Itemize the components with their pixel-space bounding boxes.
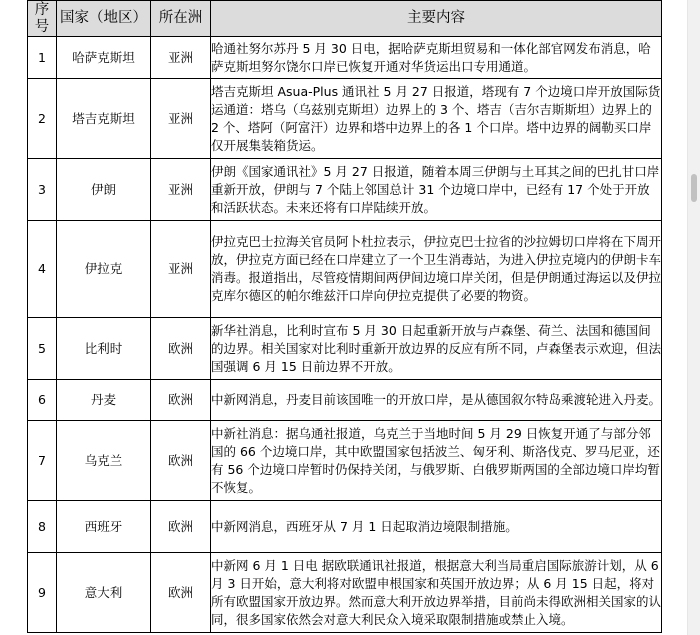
row-country: 伊拉克 xyxy=(57,221,151,318)
table-row xyxy=(28,159,662,221)
table-row xyxy=(28,37,662,79)
row-content: 中新网 6 月 1 日电 据欧联通讯社报道，根据意大利当局重启国际旅游计划，从 6 月 3 日开始，意大利将对欧盟申根国家和英国开放边界；从 6 月 15 日起，将对所有欧盟国家开放边界。然而意大利开放边界举措，目前尚未得欧洲相关国家的认同，很多国家依然会对意大利民众入境采取限制措施或禁止入境。 xyxy=(211,553,662,633)
row-country: 乌克兰 xyxy=(57,421,151,501)
row-content: 中新社消息：据乌通社报道，乌克兰于当地时间 5 月 29 日恢复开通了与部分邻国的 66 个边境口岸，其中欧盟国家包括波兰、匈牙利、斯洛伐克、罗马尼亚，还有 56 个边境口岸暂时仍保持关闭，与俄罗斯、白俄罗斯两国的全部边境口岸均暂不恢复。 xyxy=(211,421,662,501)
row-num: 4 xyxy=(28,221,57,318)
row-country: 塔吉克斯坦 xyxy=(57,79,151,159)
row-content: 塔吉克斯坦 Asua-Plus 通讯社 5 月 27 日报道，塔现有 7 个边境口岸开放国际货运通道：塔乌（乌兹别克斯坦）边界上的 3 个、塔吉（吉尔吉斯斯坦）边界上的 2 个、塔阿（阿富汗）边界和塔中边界上的各 1 个口岸。塔中边界的阔勒买口岸仅开展集装箱货运。 xyxy=(211,79,662,159)
row-country: 伊朗 xyxy=(57,159,151,221)
border-port-table xyxy=(27,0,662,633)
row-num: 8 xyxy=(28,501,57,553)
row-continent: 欧洲 xyxy=(151,318,211,380)
row-country: 丹麦 xyxy=(57,380,151,421)
table-row xyxy=(28,501,662,553)
table-row xyxy=(28,318,662,380)
row-country: 意大利 xyxy=(57,553,151,633)
vertical-scrollbar[interactable] xyxy=(687,0,700,635)
row-content: 新华社消息，比利时宣布 5 月 30 日起重新开放与卢森堡、荷兰、法国和德国间的边界。相关国家对比利时重新开放边界的反应有所不同，卢森堡表示欢迎，但法国强调 6 月 15 日前边界不开放。 xyxy=(211,318,662,380)
row-continent: 亚洲 xyxy=(151,221,211,318)
row-content: 中新网消息，西班牙从 7 月 1 日起取消边境限制措施。 xyxy=(211,501,662,553)
header-continent: 所在洲 xyxy=(151,1,211,37)
row-num: 2 xyxy=(28,79,57,159)
row-content: 伊朗《国家通讯社》5 月 27 日报道，随着本周三伊朗与土耳其之间的巴扎甘口岸重新开放，伊朗与 7 个陆上邻国总计 31 个边境口岸中，已经有 17 个处于开放和活跃状态。未来还将有口岸陆续开放。 xyxy=(211,159,662,221)
table-row xyxy=(28,79,662,159)
table-row xyxy=(28,421,662,501)
row-num: 3 xyxy=(28,159,57,221)
header-content: 主要内容 xyxy=(211,1,662,37)
row-num: 5 xyxy=(28,318,57,380)
row-content: 哈通社努尔苏丹 5 月 30 日电，据哈萨克斯坦贸易和一体化部官网发布消息，哈萨克斯坦努尔饶尔口岸已恢复开通对华货运出口专用通道。 xyxy=(211,37,662,79)
row-country: 比利时 xyxy=(57,318,151,380)
table-row xyxy=(28,380,662,421)
table-row xyxy=(28,221,662,318)
row-num: 7 xyxy=(28,421,57,501)
row-num: 6 xyxy=(28,380,57,421)
row-continent: 欧洲 xyxy=(151,380,211,421)
row-num: 9 xyxy=(28,553,57,633)
table-row xyxy=(28,553,662,633)
header-country: 国家（地区） xyxy=(57,1,151,37)
scrollbar-thumb[interactable] xyxy=(691,174,697,202)
row-continent: 欧洲 xyxy=(151,421,211,501)
header-num: 序号 xyxy=(28,1,57,37)
row-continent: 亚洲 xyxy=(151,79,211,159)
row-continent: 亚洲 xyxy=(151,37,211,79)
row-content: 伊拉克巴士拉海关官员阿卜杜拉表示，伊拉克巴士拉省的沙拉姆切口岸将在下周开放，伊拉克方面已经在口岸建立了一个卫生消毒站，为进入伊拉克境内的伊朗卡车消毒。报道指出，尽管疫情期间两伊间边境口岸关闭，但是伊朗通过海运以及伊拉克库尔德区的帕尔维兹汗口岸向伊拉克提供了必要的物资。 xyxy=(211,221,662,318)
row-num: 1 xyxy=(28,37,57,79)
row-continent: 欧洲 xyxy=(151,501,211,553)
row-country: 哈萨克斯坦 xyxy=(57,37,151,79)
row-country: 西班牙 xyxy=(57,501,151,553)
row-continent: 亚洲 xyxy=(151,159,211,221)
row-continent: 欧洲 xyxy=(151,553,211,633)
row-content: 中新网消息，丹麦目前该国唯一的开放口岸，是从德国叙尔特岛乘渡轮进入丹麦。 xyxy=(211,380,662,421)
table-header-row xyxy=(28,1,662,37)
